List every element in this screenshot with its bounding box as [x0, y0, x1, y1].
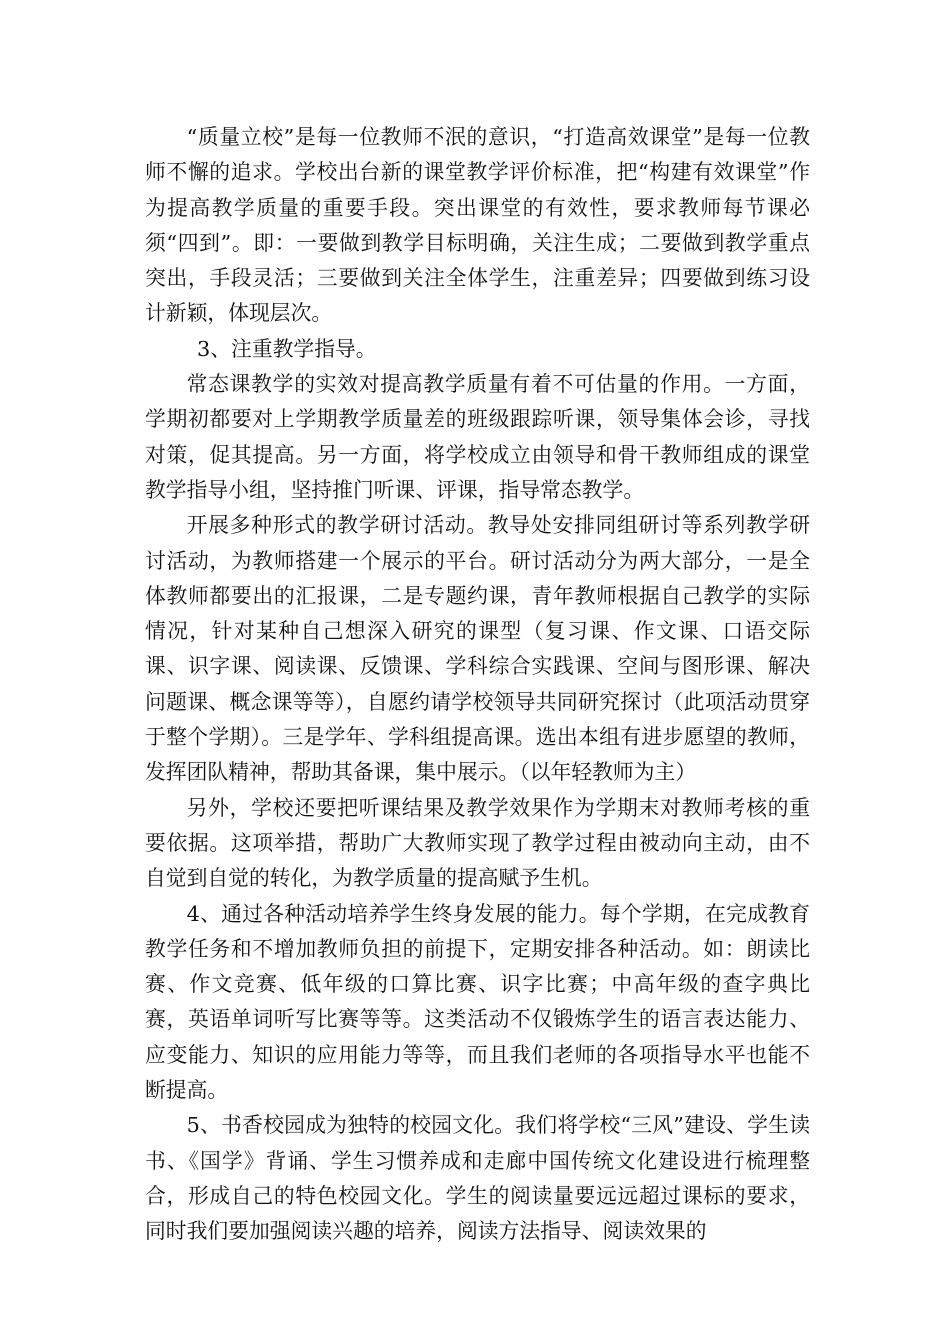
paragraph-assessment: 另外，学校还要把听课结果及教学效果作为学期末对教师考核的重要依据。这项举措，帮助广大教师实现了教学过程由被动向主动，由不自觉到自觉的转化，为教学质量的提高赋予生机。	[145, 795, 810, 891]
paragraph-research-activities: 开展多种形式的教学研讨活动。教导处安排同组研讨等系列教学研讨活动，为教师搭建一个展示的平台。研讨活动分为两大部分，一是全体教师都要出的汇报课，二是专题约课，青年教师根据自己教学的实际情况，针对某种自己想深入研究的课型（复习课、作文课、口语交际课、识字课、阅读课、反馈课、学科综合实践课、空间与图形课、解决问题课、概念课等等），自愿约请学校领导共同研究探讨（此项活动贯穿于整个学期）。三是学年、学科组提高课。选出本组有进步愿望的教师，发挥团队精神，帮助其备课，集中展示。（以年轻教师为主）	[145, 513, 810, 785]
paragraph-quality: “质量立校”是每一位教师不泯的意识，“打造高效课堂”是每一位教师不懈的追求。学校出台新的课堂教学评价标准，把“构建有效课堂”作为提高教学质量的重要手段。突出课堂的有效性，要求教师每节课必须“四到”。即：一要做到教学目标明确，关注生成；二要做到教学重点突出，手段灵活；三要做到关注全体学生，注重差异；四要做到练习设计新颖，体现层次。	[145, 125, 810, 326]
paragraph-regular-classes: 常态课教学的实效对提高教学质量有着不可估量的作用。一方面，学期初都要对上学期教学质量差的班级跟踪听课，领导集体会诊，寻找对策，促其提高。另一方面，将学校成立由领导和骨干教师组成的课堂教学指导小组，坚持推门听课、评课，指导常态教学。	[145, 372, 810, 502]
document-page	[145, 120, 810, 1250]
paragraph-reading-culture: 5、书香校园成为独特的校园文化。我们将学校“三风”建设、学生读书、《国学》背诵、学生习惯养成和走廊中国传统文化建设进行梳理整合，形成自己的特色校园文化。学生的阅读量要远远超过课标的要求，同时我们要加强阅读兴趣的培养，阅读方法指导、阅读效果的	[145, 1113, 810, 1244]
paragraph-student-activities: 4、通过各种活动培养学生终身发展的能力。每个学期，在完成教育教学任务和不增加教师负担的前提下，定期安排各种活动。如：朗读比赛、作文竞赛、低年级的口算比赛、识字比赛；中高年级的查字典比赛，英语单词听写比赛等等。这类活动不仅锻炼学生的语言表达能力、应变能力、知识的应用能力等等，而且我们老师的各项指导水平也能不断提高。	[145, 901, 810, 1103]
section-heading-teaching-guidance: 3、注重教学指导。	[197, 336, 377, 361]
